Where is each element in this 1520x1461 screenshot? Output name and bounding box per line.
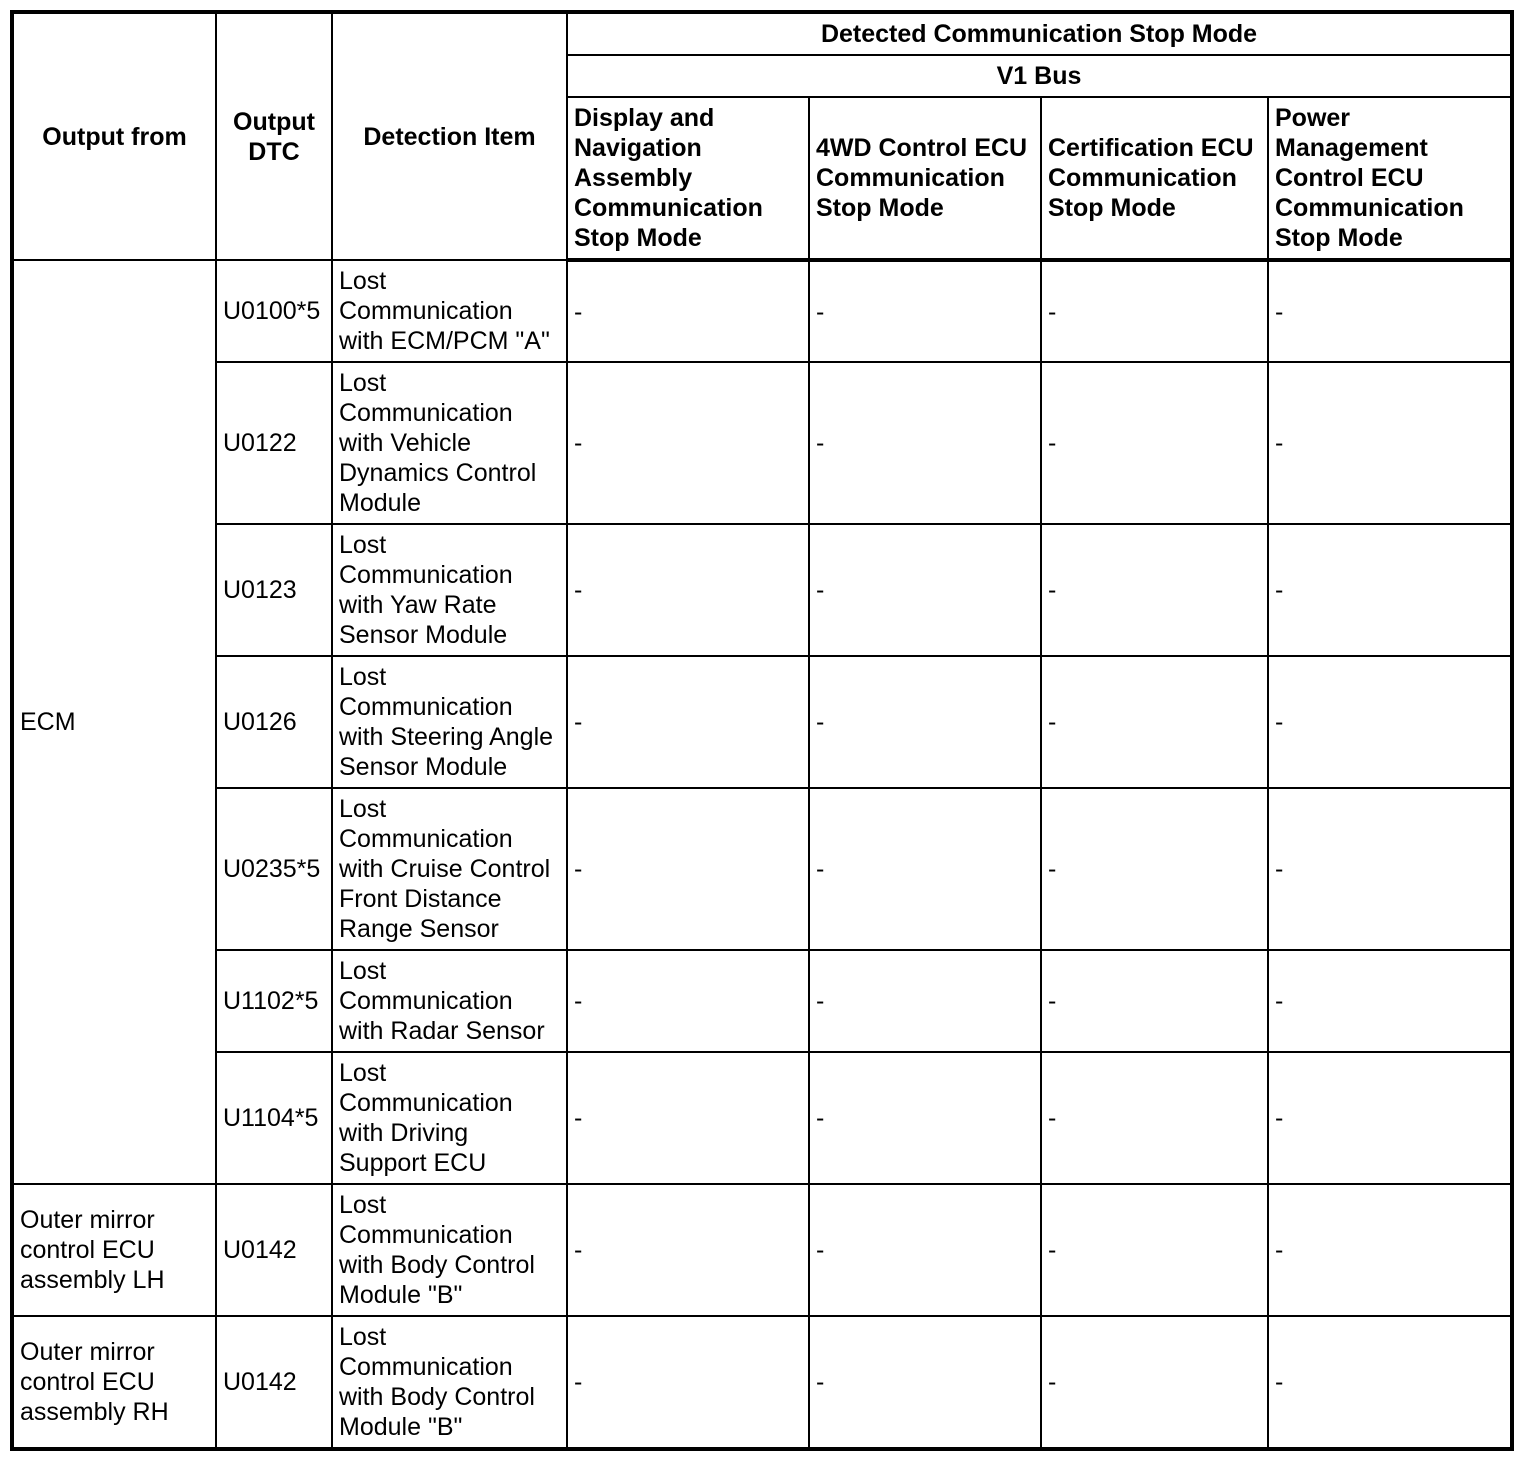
dtc-cell: U0122 <box>216 362 332 524</box>
table-row <box>12 362 1512 524</box>
header-col-4wd-control: 4WD Control ECU Communication Stop Mode <box>809 97 1041 260</box>
detection-item-cell: Lost Communication with Cruise Control Front Distance Range Sensor <box>332 788 567 950</box>
stop-mode-cell: - <box>1041 1316 1268 1449</box>
header-col-certification: Certification ECU Communication Stop Mode <box>1041 97 1268 260</box>
stop-mode-cell: - <box>567 362 809 524</box>
header-detection-item: Detection Item <box>332 12 567 260</box>
stop-mode-cell: - <box>1041 362 1268 524</box>
detection-item-cell: Lost Communication with Yaw Rate Sensor Module <box>332 524 567 656</box>
table-row <box>12 260 1512 362</box>
stop-mode-cell: - <box>567 656 809 788</box>
stop-mode-cell: - <box>1268 524 1512 656</box>
stop-mode-cell: - <box>1041 260 1268 362</box>
stop-mode-cell: - <box>809 656 1041 788</box>
table-row <box>12 1184 1512 1316</box>
stop-mode-cell: - <box>1268 788 1512 950</box>
stop-mode-cell: - <box>1041 524 1268 656</box>
header-group-row <box>12 12 1512 55</box>
stop-mode-cell: - <box>1268 656 1512 788</box>
dtc-cell: U0126 <box>216 656 332 788</box>
table-row <box>12 524 1512 656</box>
dtc-cell: U1104*5 <box>216 1052 332 1184</box>
stop-mode-cell: - <box>1268 1052 1512 1184</box>
table-row <box>12 788 1512 950</box>
header-v1-bus: V1 Bus <box>567 55 1512 97</box>
stop-mode-cell: - <box>809 1184 1041 1316</box>
stop-mode-cell: - <box>567 950 809 1052</box>
stop-mode-cell: - <box>809 1316 1041 1449</box>
output-from-cell: Outer mirror control ECU assembly LH <box>12 1184 216 1316</box>
header-col-display-navigation: Display and Navigation Assembly Communication Stop Mode <box>567 97 809 260</box>
header-detected-communication-stop-mode: Detected Communication Stop Mode <box>567 12 1512 55</box>
detection-item-cell: Lost Communication with Driving Support ECU <box>332 1052 567 1184</box>
detection-item-cell: Lost Communication with Vehicle Dynamics Control Module <box>332 362 567 524</box>
dtc-cell: U0142 <box>216 1316 332 1449</box>
stop-mode-cell: - <box>809 524 1041 656</box>
table-row <box>12 950 1512 1052</box>
stop-mode-cell: - <box>809 950 1041 1052</box>
stop-mode-cell: - <box>1041 656 1268 788</box>
stop-mode-cell: - <box>567 788 809 950</box>
dtc-cell: U0123 <box>216 524 332 656</box>
dtc-cell: U1102*5 <box>216 950 332 1052</box>
table-row <box>12 656 1512 788</box>
stop-mode-cell: - <box>567 1316 809 1449</box>
table-row <box>12 1316 1512 1449</box>
detection-item-cell: Lost Communication with Body Control Module "B" <box>332 1316 567 1449</box>
stop-mode-cell: - <box>567 524 809 656</box>
stop-mode-cell: - <box>567 260 809 362</box>
stop-mode-cell: - <box>1268 362 1512 524</box>
stop-mode-cell: - <box>1268 260 1512 362</box>
output-from-cell: Outer mirror control ECU assembly RH <box>12 1316 216 1449</box>
stop-mode-cell: - <box>1041 1052 1268 1184</box>
stop-mode-cell: - <box>567 1184 809 1316</box>
stop-mode-cell: - <box>809 1052 1041 1184</box>
stop-mode-cell: - <box>809 260 1041 362</box>
table-row <box>12 1052 1512 1184</box>
dtc-cell: U0235*5 <box>216 788 332 950</box>
stop-mode-cell: - <box>1041 788 1268 950</box>
stop-mode-cell: - <box>1268 1316 1512 1449</box>
stop-mode-cell: - <box>1268 950 1512 1052</box>
stop-mode-cell: - <box>1041 950 1268 1052</box>
detection-item-cell: Lost Communication with ECM/PCM "A" <box>332 260 567 362</box>
dtc-communication-stop-mode-table <box>10 10 1514 1451</box>
stop-mode-cell: - <box>567 1052 809 1184</box>
detection-item-cell: Lost Communication with Body Control Module "B" <box>332 1184 567 1316</box>
detection-item-cell: Lost Communication with Radar Sensor <box>332 950 567 1052</box>
stop-mode-cell: - <box>1268 1184 1512 1316</box>
header-output-from: Output from <box>12 12 216 260</box>
dtc-cell: U0142 <box>216 1184 332 1316</box>
stop-mode-cell: - <box>1041 1184 1268 1316</box>
header-output-dtc: Output DTC <box>216 12 332 260</box>
stop-mode-cell: - <box>809 788 1041 950</box>
dtc-cell: U0100*5 <box>216 260 332 362</box>
header-col-power-management: Power Management Control ECU Communication Stop Mode <box>1268 97 1512 260</box>
stop-mode-cell: - <box>809 362 1041 524</box>
detection-item-cell: Lost Communication with Steering Angle Sensor Module <box>332 656 567 788</box>
output-from-cell: ECM <box>12 260 216 1184</box>
